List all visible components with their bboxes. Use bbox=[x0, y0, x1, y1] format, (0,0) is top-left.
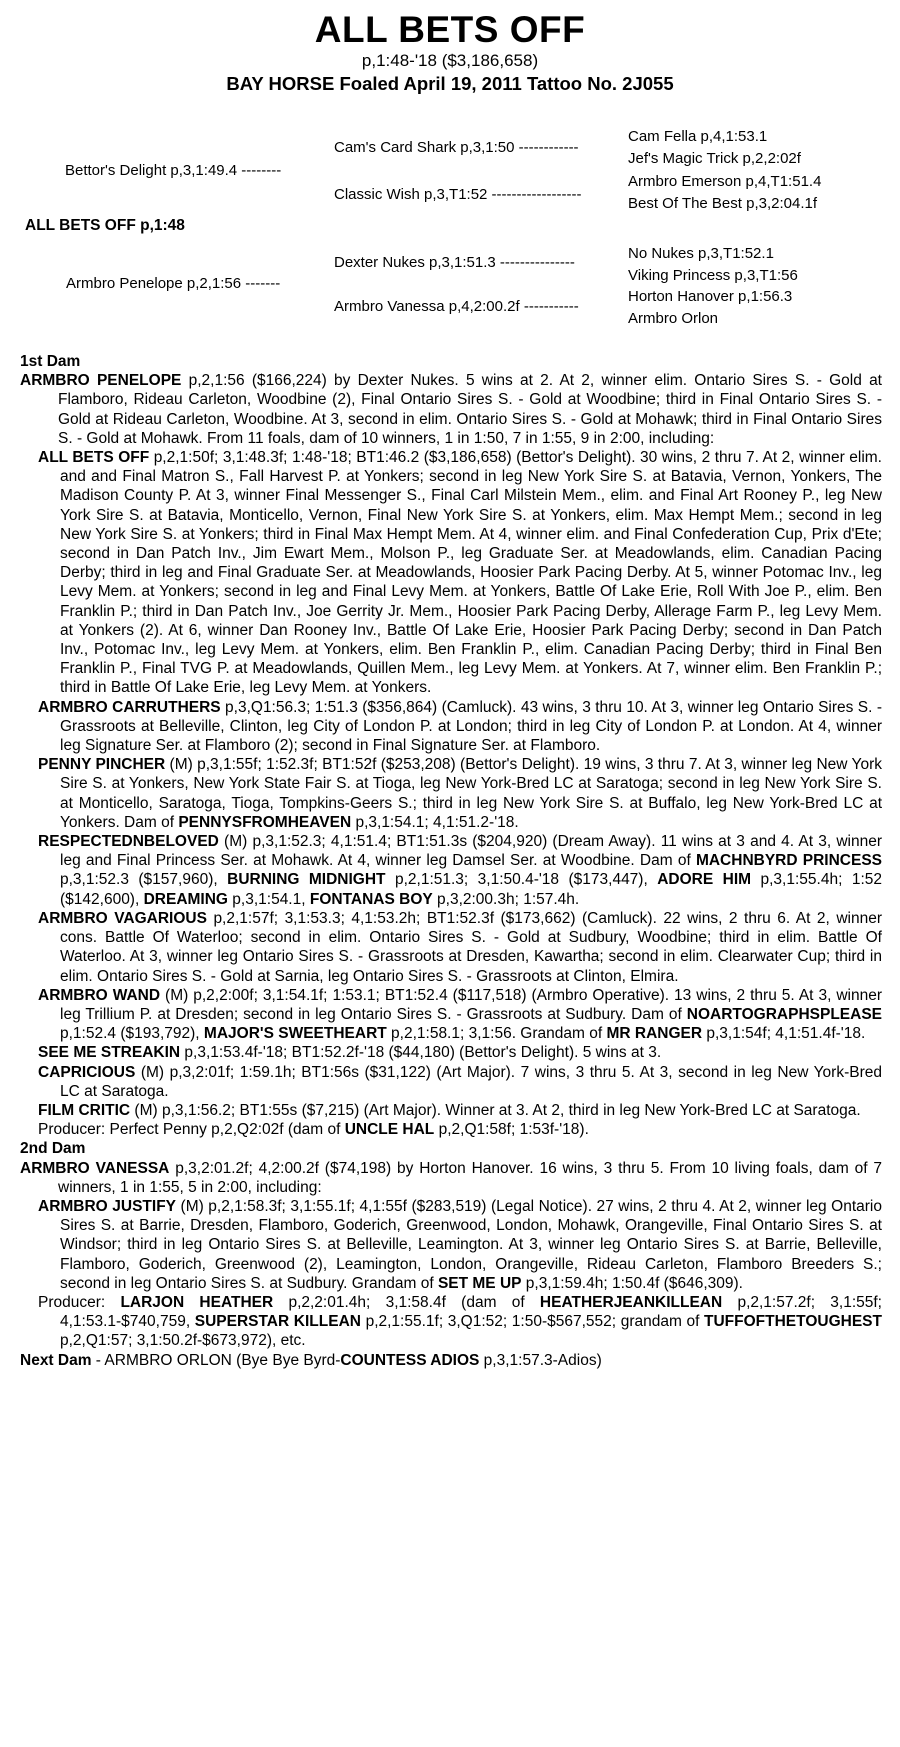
pedigree-subject-all-bets-off: ALL BETS OFF p,1:48 bbox=[25, 217, 185, 234]
pedigree-armbro-vanessa: Armbro Vanessa p,4,2:00.2f ----------- bbox=[334, 298, 579, 315]
para-armbro-vanessa: ARMBRO VANESSA p,3,2:01.2f; 4,2:00.2f ($74,198) by Horton Hanover. 16 wins, 3 thru 5. From 10 living foals, dam of 7 winners, 1 in 1:55, 5 in 2:00, including: bbox=[20, 1159, 882, 1196]
para-armbro-penelope: ARMBRO PENELOPE p,2,1:56 ($166,224) by Dexter Nukes. 5 wins at 2. At 2, winner elim. Ontario Sires S. - Gold at Flamboro, Rideau Carleton, Woodbine (2), Final Ontario Sires S. - Gold at Woodbine; third in Final Ontario Sires S. - Gold at Rideau Carleton, Woodbine. At 3, second in elim. Ontario Sires S. - Gold at Mohawk; third in Final Ontario Sires S. - Gold at Mohawk. From 11 foals, dam of 10 winners, 1 in 1:50, 7 in 1:55, 9 in 2:00, including: bbox=[20, 372, 882, 447]
pedigree-sire-bettors-delight: Bettor's Delight p,3,1:49.4 -------- bbox=[65, 162, 282, 179]
pedigree-cam-fella: Cam Fella p,4,1:53.1 bbox=[628, 128, 768, 145]
pedigree-armbro-emerson: Armbro Emerson p,4,T1:51.4 bbox=[628, 173, 822, 190]
para-penny-pincher: PENNY PINCHER (M) p,3,1:55f; 1:52.3f; BT1:52f ($253,208) (Bettor's Delight). 19 wins, 3 thru 7. At 3, winner leg New York Sire S. at Yonkers, New York State Fair S. at Tioga, leg New York-Bred LC at Saratoga; second in leg New York Sire S. at Monticello, Saratoga, Tioga, Tompkins-Geers S.; third in leg New York Sire S. at Buffalo, leg New York-Bred LC at Yonkers. Dam of PENNYSFROMHEAVEN p,3,1:54.1; 4,1:51.2-'18. bbox=[38, 756, 882, 831]
pedigree-no-nukes: No Nukes p,3,T1:52.1 bbox=[628, 245, 774, 262]
para-armbro-carruthers: ARMBRO CARRUTHERS p,3,Q1:56.3; 1:51.3 ($356,864) (Camluck). 43 wins, 3 thru 10. At 3, winner leg Ontario Sires S. - Grassroots at Belleville, Clinton, leg City of London P. at London; third in leg City of London P. at London. At 4, winner leg Signature Ser. at Flamboro (2); second in Final Signature Ser. at Flamboro. bbox=[38, 698, 882, 755]
pedigree-dam-armbro-penelope: Armbro Penelope p,2,1:56 ------- bbox=[66, 275, 281, 292]
para-producer-larjon-heather: Producer: LARJON HEATHER p,2,2:01.4h; 3,1:58.4f (dam of HEATHERJEANKILLEAN p,2,1:57.2f; 3,1:55f; 4,1:53.1-$740,759, SUPERSTAR KILLEAN p,2,1:55.1f; 3,Q1:52; 1:50-$567,552; grandam of TUFFOFTHETOUGHEST p,2,Q1:57; 3,1:50.2f-$673,972), etc. bbox=[38, 1293, 882, 1350]
pedigree-viking-princess: Viking Princess p,3,T1:56 bbox=[628, 267, 798, 284]
para-film-critic: FILM CRITIC (M) p,3,1:56.2; BT1:55s ($7,215) (Art Major). Winner at 3. At 2, third in leg New York-Bred LC at Saratoga. bbox=[38, 1101, 861, 1119]
pedigree-best-of-the-best: Best Of The Best p,3,2:04.1f bbox=[628, 195, 818, 212]
pedigree-chart bbox=[0, 0, 900, 340]
section-1st-dam: 1st Dam bbox=[20, 353, 81, 370]
para-armbro-vagarious: ARMBRO VAGARIOUS p,2,1:57f; 3,1:53.3; 4,1:53.2h; BT1:52.3f ($173,662) (Camluck). 22 wins, 2 thru 6. At 2, winner cons. Battle Of Waterloo; second in elim. Ontario Sires S. - Gold at Sudbury, Woodbine; third in elim. Battle Of Waterloo. At 3, winner leg Ontario Sires S. - Grassroots at Dresden, Kawartha; second in elim. Clearwater Cup; third in elim. Ontario Sires S. - Gold at Sarnia, leg Ontario Sires S. - Grassroots at Clinton, Elmira. bbox=[38, 909, 882, 985]
race-record-line: p,1:48-'18 ($3,186,658) bbox=[361, 51, 539, 70]
pedigree-jefs-magic-trick: Jef's Magic Trick p,2,2:02f bbox=[628, 150, 801, 167]
section-2nd-dam: 2nd Dam bbox=[20, 1140, 86, 1158]
pedigree-horton-hanover: Horton Hanover p,1:56.3 bbox=[628, 288, 793, 305]
pedigree-armbro-orlon: Armbro Orlon bbox=[628, 310, 719, 327]
para-capricious: CAPRICIOUS (M) p,3,2:01f; 1:59.1h; BT1:56s ($31,122) (Art Major). 7 wins, 3 thru 5. At 3, second in leg New York-Bred LC at Saratoga. bbox=[38, 1063, 882, 1100]
horse-name-title: ALL BETS OFF bbox=[314, 9, 586, 50]
para-next-dam: Next Dam - ARMBRO ORLON (Bye Bye Byrd-COUNTESS ADIOS p,3,1:57.3-Adios) bbox=[20, 1351, 602, 1369]
foaling-info-line: BAY HORSE Foaled April 19, 2011 Tattoo No. 2J055 bbox=[226, 73, 674, 94]
para-armbro-justify: ARMBRO JUSTIFY (M) p,2,1:58.3f; 3,1:55.1f; 4,1:55f ($283,519) (Legal Notice). 27 wins, 2 thru 4. At 2, winner leg Ontario Sires S. at Barrie, Dresden, Flamboro, Goderich, Greenwood, London, Mohawk, Orangeville, Final Ontario Sires S. at Windsor; third in leg Ontario Sires S. at Belleville, Leamington. At 3, winner leg Ontario Sires S. at Barrie, Belleville, Flamboro, Goderich, Greenwood (2), Leamington, London, Orangeville, Rideau Carleton, Flamboro Breeders S.; second in leg Ontario Sires S. at Sudbury. Grandam of SET ME UP p,3,1:59.4h; 1:50.4f ($646,309). bbox=[38, 1197, 882, 1292]
para-all-bets-off: ALL BETS OFF p,2,1:50f; 3,1:48.3f; 1:48-'18; BT1:46.2 ($3,186,658) (Bettor's Delight). 30 wins, 2 thru 7. At 2, winner elim. and and Final Matron S., Fall Harvest P. at Yonkers; second in leg New York Sire S. at Batavia, Vernon, Yonkers, The Madison County P. At 3, winner Final Messenger S., Final Carl Milstein Mem., elim. and Final Art Rooney P., leg New York Sire S. at Batavia, Monticello, Vernon, Final New York Sire S. at Yonkers, elim. Max Hempt Mem.; second in leg New York Sire S. at Yonkers; third in Final Max Hempt Mem. At 4, winner elim. and Final Confederation Cup, Prix d'Ete; second in Dan Patch Inv., Jim Ewart Mem., Molson P., leg Graduate Ser. at Meadowlands, elim. Canadian Pacing Derby; third in leg and Final Graduate Ser. at Meadowlands, Hoosier Park Pacing Derby. At 5, winner Potomac Inv., leg Levy Mem. at Yonkers; second in leg and Final Levy Mem. at Yonkers, Battle Of Lake Erie, Roll With Joe P., elim. Ben Franklin P.; third in Dan Patch Inv., Joe Gerrity Jr. Mem., Hoosier Park Pacing Derby, Allerage Farm P., leg Levy Mem. at Yonkers (2). At 6, winner Dan Rooney Inv., Battle Of Lake Erie, Hoosier Park Pacing Derby; second in Dan Patch Inv., Potomac Inv., leg Levy Mem. at Yonkers, elim. Ben Franklin P., elim. Canadian Pacing Derby; third in Final Ben Franklin P., Final TVG P. at Meadowlands, Quillen Mem., leg Levy Mem. at Yonkers. At 7, winner elim. Ben Franklin P.; third in Battle Of Lake Erie, leg Levy Mem. at Yonkers. bbox=[38, 449, 882, 697]
produce-record-text bbox=[0, 352, 900, 1370]
pedigree-cams-card-shark: Cam's Card Shark p,3,1:50 ------------ bbox=[334, 139, 579, 156]
para-producer-perfect-penny: Producer: Perfect Penny p,2,Q2:02f (dam of UNCLE HAL p,2,Q1:58f; 1:53f-'18). bbox=[38, 1121, 589, 1139]
pedigree-dexter-nukes: Dexter Nukes p,3,1:51.3 --------------- bbox=[334, 254, 575, 271]
para-armbro-wand: ARMBRO WAND (M) p,2,2:00f; 3,1:54.1f; 1:53.1; BT1:52.4 ($117,518) (Armbro Operative). 13 wins, 2 thru 5. At 3, winner leg Trillium P. at Dresden; second in leg Ontario Sires S. - Grassroots at Sudbury. Dam of NOARTOGRAPHSPLEASE p,1:52.4 ($193,792), MAJOR'S SWEETHEART p,2,1:58.1; 3,1:56. Grandam of MR RANGER p,3,1:54f; 4,1:51.4f-'18. bbox=[38, 986, 883, 1043]
pedigree-classic-wish: Classic Wish p,3,T1:52 ------------------ bbox=[334, 186, 582, 203]
para-see-me-streakin: SEE ME STREAKIN p,3,1:53.4f-'18; BT1:52.2f-'18 ($44,180) (Bettor's Delight). 5 wins at 3. bbox=[38, 1044, 662, 1062]
para-respectednbeloved: RESPECTEDNBELOVED (M) p,3,1:52.3; 4,1:51.4; BT1:51.3s ($204,920) (Dream Away). 11 wins at 3 and 4. At 3, winner leg and Final Princess Ser. at Mohawk. At 4, winner leg Damsel Ser. at Woodbine. Dam of MACHNBYRD PRINCESS p,3,1:52.3 ($157,960), BURNING MIDNIGHT p,2,1:51.3; 3,1:50.4-'18 ($173,447), ADORE HIM p,3,1:55.4h; 1:52 ($142,600), DREAMING p,3,1:54.1, FONTANAS BOY p,3,2:00.3h; 1:57.4h. bbox=[38, 833, 882, 908]
